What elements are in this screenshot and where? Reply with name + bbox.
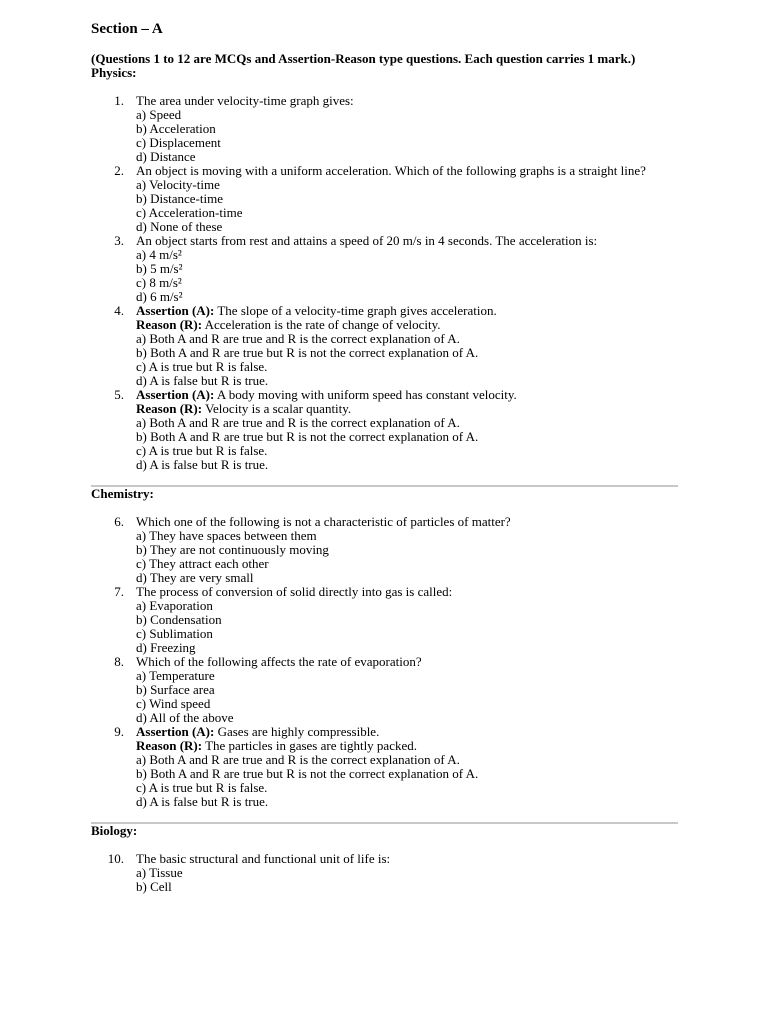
option-text: b) Surface area bbox=[136, 682, 215, 697]
question-item bbox=[91, 515, 681, 585]
option-text: b) They are not continuously moving bbox=[136, 542, 329, 557]
question-item bbox=[91, 234, 681, 304]
option-text: b) Distance-time bbox=[136, 191, 223, 206]
question-number: 4. bbox=[114, 303, 124, 318]
option-text: d) A is false but R is true. bbox=[136, 457, 269, 472]
option-text: c) Sublimation bbox=[136, 626, 213, 641]
option-text: b) Cell bbox=[136, 879, 172, 894]
physics-question-list bbox=[91, 94, 681, 472]
assertion-text: Gases are highly compressible. bbox=[217, 724, 380, 739]
question-item bbox=[91, 852, 681, 894]
document-body bbox=[91, 19, 681, 894]
reason-label: Reason (R): bbox=[136, 317, 203, 332]
biology-heading: Biology: bbox=[91, 823, 138, 838]
question-text: The process of conversion of solid directly into gas is called: bbox=[136, 584, 453, 599]
assertion-text: A body moving with uniform speed has constant velocity. bbox=[216, 387, 517, 402]
question-number: 1. bbox=[114, 93, 124, 108]
option-text: a) Both A and R are true and R is the correct explanation of A. bbox=[136, 415, 460, 430]
question-text: The basic structural and functional unit of life is: bbox=[136, 851, 391, 866]
option-text: d) A is false but R is true. bbox=[136, 794, 269, 809]
question-text: Which of the following affects the rate of evaporation? bbox=[136, 654, 422, 669]
assertion-label: Assertion (A): bbox=[136, 387, 215, 402]
option-text: b) Acceleration bbox=[136, 121, 216, 136]
question-number: 3. bbox=[114, 233, 124, 248]
option-text: a) Temperature bbox=[136, 668, 215, 683]
assertion-text: The slope of a velocity-time graph gives acceleration. bbox=[217, 303, 497, 318]
option-text: a) Both A and R are true and R is the correct explanation of A. bbox=[136, 752, 460, 767]
biology-question-list bbox=[91, 852, 681, 894]
option-text: a) Both A and R are true and R is the correct explanation of A. bbox=[136, 331, 460, 346]
question-item bbox=[91, 164, 681, 234]
question-item bbox=[91, 94, 681, 164]
option-text: a) 4 m/s² bbox=[136, 247, 182, 262]
question-item bbox=[91, 388, 681, 472]
option-text: c) Wind speed bbox=[136, 696, 211, 711]
question-number: 2. bbox=[114, 163, 124, 178]
physics-heading: Physics: bbox=[91, 65, 137, 80]
question-text: The area under velocity-time graph gives: bbox=[136, 93, 354, 108]
reason-text: Velocity is a scalar quantity. bbox=[205, 401, 352, 416]
option-text: d) All of the above bbox=[136, 710, 234, 725]
question-number: 8. bbox=[114, 654, 124, 669]
option-text: b) Both A and R are true but R is not the correct explanation of A. bbox=[136, 345, 479, 360]
chemistry-question-list bbox=[91, 515, 681, 809]
option-text: a) Velocity-time bbox=[136, 177, 220, 192]
question-number: 7. bbox=[114, 584, 124, 599]
option-text: c) Acceleration-time bbox=[136, 205, 243, 220]
option-text: d) None of these bbox=[136, 219, 223, 234]
option-text: d) They are very small bbox=[136, 570, 254, 585]
option-text: a) Speed bbox=[136, 107, 182, 122]
reason-text: The particles in gases are tightly packed. bbox=[205, 738, 417, 753]
option-text: b) 5 m/s² bbox=[136, 261, 183, 276]
reason-label: Reason (R): bbox=[136, 401, 203, 416]
option-text: b) Both A and R are true but R is not the correct explanation of A. bbox=[136, 429, 479, 444]
option-text: d) A is false but R is true. bbox=[136, 373, 269, 388]
question-text: Which one of the following is not a characteristic of particles of matter? bbox=[136, 514, 511, 529]
option-text: a) Tissue bbox=[136, 865, 183, 880]
chemistry-heading: Chemistry: bbox=[91, 486, 154, 501]
option-text: d) Distance bbox=[136, 149, 196, 164]
reason-line bbox=[136, 739, 681, 753]
assertion-label: Assertion (A): bbox=[136, 724, 215, 739]
option-text: a) They have spaces between them bbox=[136, 528, 317, 543]
option-text: c) A is true but R is false. bbox=[136, 780, 268, 795]
option-text: c) They attract each other bbox=[136, 556, 269, 571]
instructions: (Questions 1 to 12 are MCQs and Assertion-Reason type questions. Each question carries 1 mark.) bbox=[91, 51, 636, 66]
reason-text: Acceleration is the rate of change of velocity. bbox=[204, 317, 441, 332]
option-text: b) Condensation bbox=[136, 612, 222, 627]
question-number: 6. bbox=[114, 514, 124, 529]
reason-label: Reason (R): bbox=[136, 738, 203, 753]
option-text: c) Displacement bbox=[136, 135, 221, 150]
assertion-line bbox=[136, 725, 681, 739]
question-item bbox=[91, 304, 681, 388]
option-text: a) Evaporation bbox=[136, 598, 213, 613]
assertion-label: Assertion (A): bbox=[136, 303, 215, 318]
option-text: b) Both A and R are true but R is not the correct explanation of A. bbox=[136, 766, 479, 781]
question-item bbox=[91, 585, 681, 655]
question-number: 10. bbox=[107, 851, 124, 866]
assertion-line bbox=[136, 388, 681, 402]
question-number: 5. bbox=[114, 387, 124, 402]
assertion-line bbox=[136, 304, 681, 318]
option-text: d) Freezing bbox=[136, 640, 196, 655]
option-text: c) 8 m/s² bbox=[136, 275, 182, 290]
reason-line bbox=[136, 318, 681, 332]
reason-line bbox=[136, 402, 681, 416]
question-item bbox=[91, 725, 681, 809]
option-text: c) A is true but R is false. bbox=[136, 359, 268, 374]
question-number: 9. bbox=[114, 724, 124, 739]
question-item bbox=[91, 655, 681, 725]
question-text: An object starts from rest and attains a speed of 20 m/s in 4 seconds. The acceleration is: bbox=[136, 233, 598, 248]
question-text: An object is moving with a uniform acceleration. Which of the following graphs is a straight line? bbox=[136, 163, 646, 178]
option-text: d) 6 m/s² bbox=[136, 289, 183, 304]
section-title: Section – A bbox=[91, 21, 163, 37]
option-text: c) A is true but R is false. bbox=[136, 443, 268, 458]
